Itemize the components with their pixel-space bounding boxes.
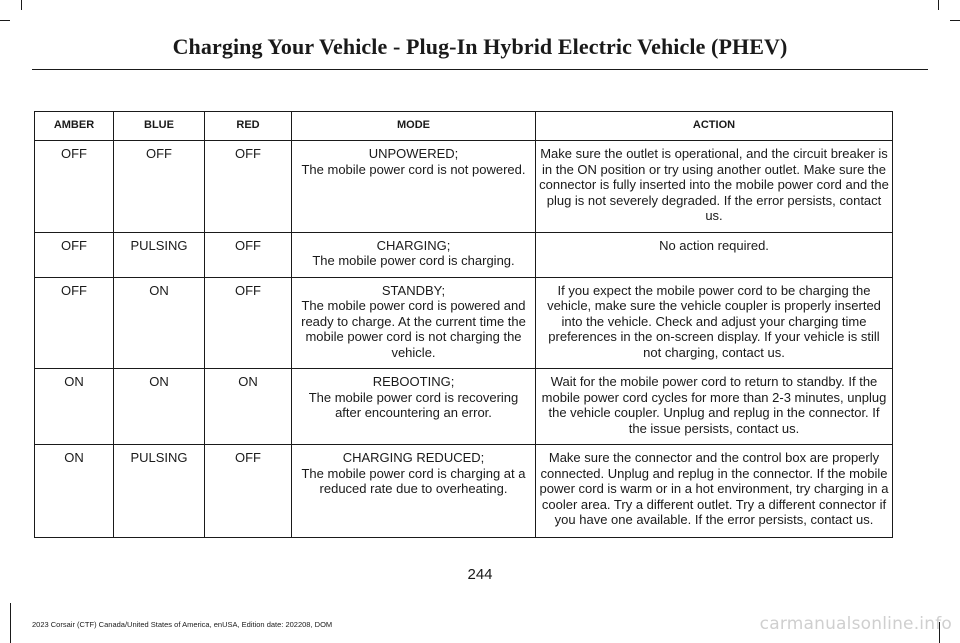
blue-cell: OFF [114, 141, 205, 233]
crop-mark [0, 20, 10, 21]
amber-cell: OFF [35, 232, 114, 277]
watermark: carmanualsonline.info [759, 614, 952, 634]
mode-description: The mobile power cord is charging. [312, 253, 515, 268]
table-header-row [35, 112, 893, 141]
mode-name: CHARGING; [376, 237, 451, 253]
red-cell: ON [205, 369, 292, 445]
red-cell: OFF [205, 141, 292, 233]
crop-mark [950, 20, 960, 21]
action-text: Make sure the connector and the control box are properly connected. Unplug and replug in the connector. If the mobile power cord is warm or in a hot environment, try charging in a cooler area. Try a different outlet. Try a different connector if you have one available. If the error persists, contact us. [539, 450, 889, 527]
mode-description: The mobile power cord is charging at a reduced rate due to overheating. [301, 465, 526, 496]
table-row [35, 369, 893, 445]
column-header-amber: AMBER [35, 112, 114, 141]
blue-cell: PULSING [114, 445, 205, 538]
action-cell [536, 141, 893, 233]
mode-cell [292, 445, 536, 538]
amber-cell: ON [35, 369, 114, 445]
blue-cell: PULSING [114, 232, 205, 277]
mode-name: REBOOTING; [372, 374, 455, 389]
crop-mark [21, 0, 22, 10]
red-cell: OFF [205, 445, 292, 538]
amber-cell: OFF [35, 277, 114, 369]
mode-name: UNPOWERED; [368, 146, 459, 161]
action-text: No action required. [659, 237, 769, 253]
action-cell [536, 369, 893, 445]
page-title: Charging Your Vehicle - Plug-In Hybrid Electric Vehicle (PHEV) [172, 34, 788, 59]
edition-footer: 2023 Corsair (CTF) Canada/United States of America, enUSA, Edition date: 202208, DOM [32, 620, 333, 629]
column-header-blue: BLUE [114, 112, 205, 141]
table-row [35, 141, 893, 233]
table-row [35, 277, 893, 369]
mode-description: The mobile power cord is not powered. [301, 161, 526, 177]
mode-cell [292, 277, 536, 369]
mode-description: The mobile power cord is powered and ready to charge. At the current time the mobile power cord is not charging the vehicle. [301, 298, 526, 360]
mode-name: STANDBY; [381, 282, 446, 298]
charging-status-table [34, 111, 893, 538]
red-cell: OFF [205, 277, 292, 369]
blue-cell: ON [114, 369, 205, 445]
column-header-action: ACTION [536, 112, 893, 141]
action-cell [536, 445, 893, 538]
action-cell [536, 232, 893, 277]
amber-cell: OFF [35, 141, 114, 233]
table-row [35, 445, 893, 538]
mode-cell [292, 369, 536, 445]
action-text: Wait for the mobile power cord to return to standby. If the mobile power cord cycles for more than 2-3 minutes, unplug the vehicle coupler. Unplug and replug in the connector. If the issue persists, contact us. [541, 374, 887, 436]
mode-cell [292, 141, 536, 233]
blue-cell: ON [114, 277, 205, 369]
crop-mark [10, 603, 11, 643]
action-cell [536, 277, 893, 369]
action-text: If you expect the mobile power cord to be charging the vehicle, make sure the vehicle coupler is properly inserted into the vehicle. Check and adjust your charging time preferences in the on-screen display. If your vehicle is still not charging, contact us. [547, 282, 881, 360]
action-text: Make sure the outlet is operational, and the circuit breaker is in the ON position or try using another outlet. Make sure the connector is fully inserted into the mobile power cord and the plug is not severely degraded. If the error persists, contact us. [539, 146, 889, 223]
mode-name: CHARGING REDUCED; [342, 450, 485, 465]
table-row [35, 232, 893, 277]
column-header-mode: MODE [292, 112, 536, 141]
column-header-red: RED [205, 112, 292, 141]
red-cell: OFF [205, 232, 292, 277]
amber-cell: ON [35, 445, 114, 538]
crop-mark [938, 0, 939, 10]
title-divider [32, 69, 928, 70]
mode-description: The mobile power cord is recovering after encountering an error. [308, 389, 519, 420]
mode-cell [292, 232, 536, 277]
page-number: 244 [467, 566, 493, 583]
